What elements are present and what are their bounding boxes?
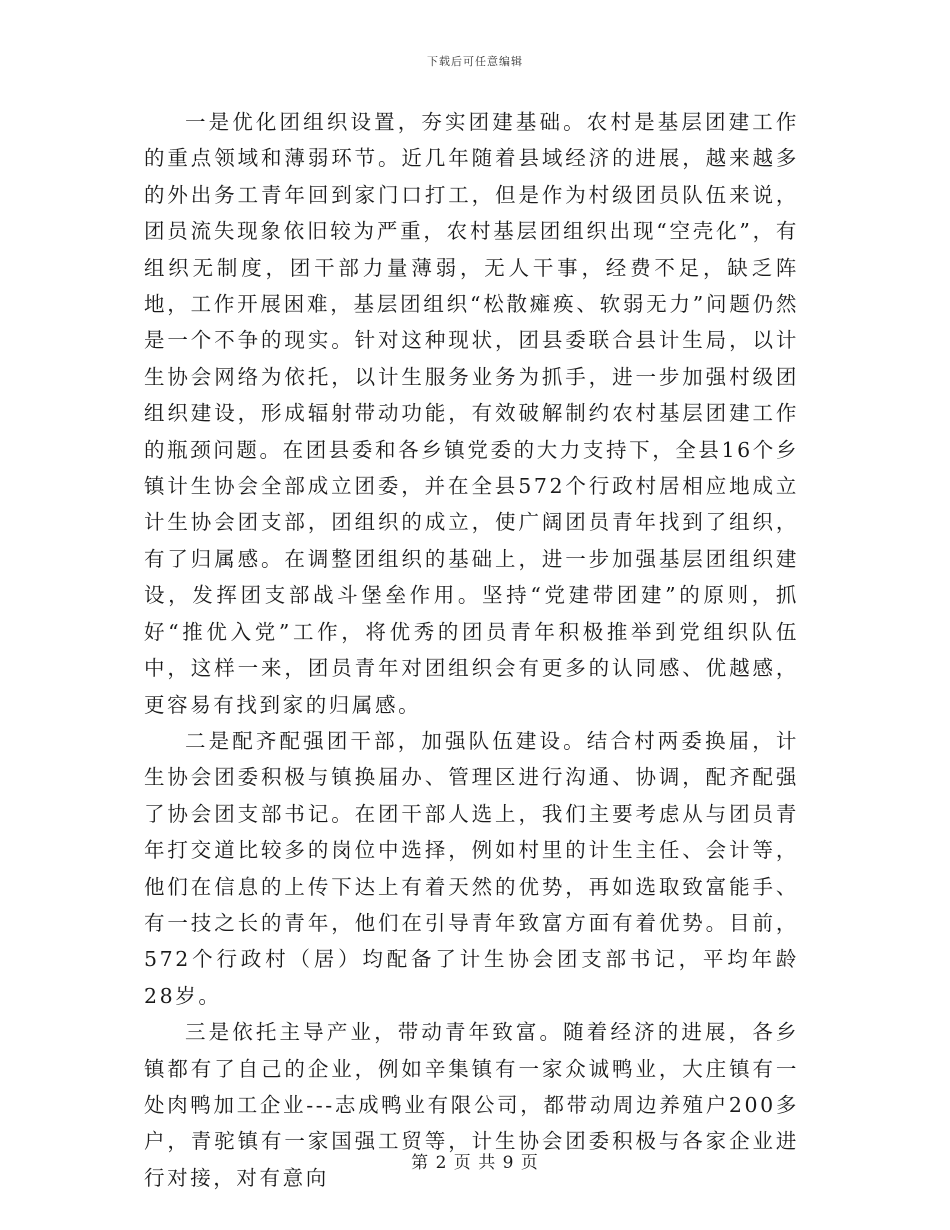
paragraph-1: 一是优化团组织设置，夯实团建基础。农村是基层团建工作的重点领域和薄弱环节。近几年随着县域经济的进展，越来越多的外出务工青年回到家门口打工，但是作为村级团员队伍来说，团员流失现象依旧较为严重，农村基层团组织出现“空壳化”，有组织无制度，团干部力量薄弱，无人干事，经费不足，缺乏阵地，工作开展困难，基层团组织“松散瘫痪、软弱无力”问题仍然是一个不争的现实。针对这种现状，团县委联合县计生局，以计生协会网络为依托，以计生服务业务为抓手，进一步加强村级团组织建设，形成辐射带动功能，有效破解制约农村基层团建工作的瓶颈问题。在团县委和各乡镇党委的大力支持下，全县16个乡镇计生协会全部成立团委，并在全县572个行政村居相应地成立计生协会团支部，团组织的成立，使广阔团员青年找到了组织，有了归属感。在调整团组织的基础上，进一步加强基层团组织建设，发挥团支部战斗堡垒作用。坚持“党建带团建”的原则，抓好“推优入党”工作，将优秀的团员青年积极推举到党组织队伍中，这样一来，团员青年对团组织会有更多的认同感、优越感，更容易有找到家的归属感。 [144,110,799,717]
header-note: 下载后可任意编辑 [427,55,523,68]
paragraph-3: 三是依托主导产业，带动青年致富。随着经济的进展，各乡镇都有了自己的企业，例如辛集镇有一家众诚鸭业，大庄镇有一处肉鸭加工企业---志成鸭业有限公司，都带动周边养殖户200多户，青驼镇有一家国强工贸等，计生协会团委积极与各家企业进行对接，对有意向 [144,1020,799,1190]
paragraph-2: 二是配齐配强团干部，加强队伍建设。结合村两委换届，计生协会团委积极与镇换届办、管理区进行沟通、协调，配齐配强了协会团支部书记。在团干部人选上，我们主要考虑从与团员青年打交道比较多的岗位中选择，例如村里的计生主任、会计等，他们在信息的上传下达上有着天然的优势，再如选取致富能手、有一技之长的青年，他们在引导青年致富方面有着优势。目前，572个行政村（居）均配备了计生协会团支部书记，平均年龄28岁。 [144,728,799,1008]
body-text [144,104,799,1196]
page-number: 第 2 页 共 9 页 [411,1153,539,1173]
